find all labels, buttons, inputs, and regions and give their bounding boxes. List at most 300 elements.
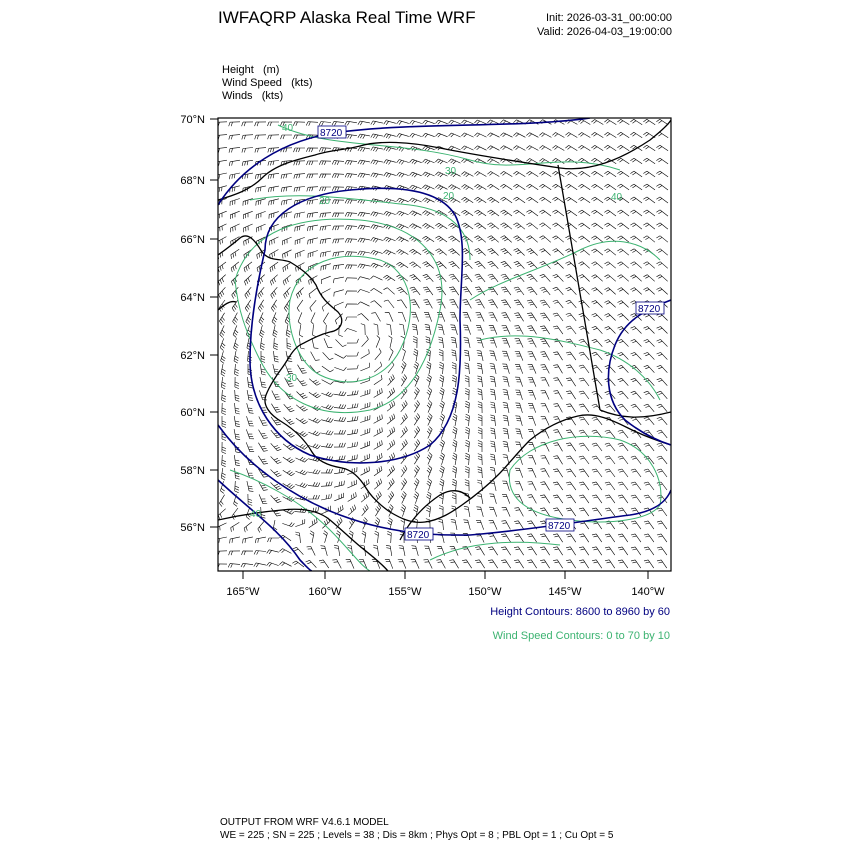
wind-barb — [644, 262, 655, 269]
wind-barb — [411, 559, 419, 568]
wind-barb — [488, 261, 499, 268]
wind-barb — [440, 466, 445, 478]
wind-barb — [630, 197, 642, 203]
wind-barb — [320, 187, 332, 191]
wind-barb — [552, 210, 564, 216]
wind-barb — [345, 265, 357, 269]
wind-barb — [319, 161, 331, 165]
wind-barb — [283, 470, 295, 475]
border-line — [600, 410, 671, 417]
lat-label: 62°N — [180, 350, 205, 362]
wind-barb — [410, 275, 421, 282]
wind-barb — [500, 146, 512, 151]
wind-barb — [475, 236, 486, 243]
wind-barb — [401, 478, 406, 490]
wind-barb — [219, 313, 224, 325]
wind-barb — [279, 549, 291, 554]
wind-barb — [220, 338, 225, 350]
wind-barb — [514, 313, 523, 322]
wind-barb — [552, 158, 564, 163]
wind-barb — [618, 482, 628, 490]
wind-barb — [449, 287, 459, 295]
wind-barb — [372, 559, 380, 568]
wind-barb — [566, 404, 576, 412]
wind-barb — [397, 172, 409, 177]
wind-barb — [234, 455, 240, 466]
wind-barb — [401, 414, 408, 425]
wind-barb — [323, 352, 334, 359]
wind-barb — [345, 304, 357, 308]
wind-barb — [374, 440, 383, 449]
wind-barb — [410, 159, 422, 164]
wind-barb — [436, 249, 447, 256]
wind-barb — [540, 495, 550, 503]
wind-barb — [281, 186, 292, 192]
wind-barb — [268, 173, 279, 179]
wind-barb — [308, 251, 318, 258]
wind-barb — [540, 274, 551, 281]
wind-barb — [296, 405, 307, 411]
wind-barb — [383, 275, 395, 281]
wind-barb — [503, 441, 509, 452]
variable-name: Wind Speed — [222, 77, 282, 89]
wind-barb — [527, 274, 538, 282]
lon-labels — [226, 586, 665, 598]
wind-barb — [383, 250, 395, 255]
wind-barb — [295, 250, 304, 258]
wind-barb — [427, 413, 432, 425]
wind-barb — [501, 534, 511, 542]
wind-barb — [451, 337, 457, 348]
wind-barb — [410, 172, 422, 177]
wind-barb — [631, 495, 641, 503]
wind-barb — [579, 534, 589, 542]
wind-barb — [643, 145, 655, 151]
wind-barb — [268, 538, 280, 542]
wind-barb — [540, 560, 550, 568]
wind-barb — [539, 197, 551, 203]
wind-label: 40 — [611, 192, 623, 203]
wind-barb — [295, 225, 305, 232]
wind-barb — [631, 417, 641, 425]
wind-barb — [384, 288, 395, 295]
wind-barb — [566, 469, 576, 477]
wind-barb — [261, 351, 265, 363]
wind-barb — [617, 184, 629, 190]
lat-labels — [180, 114, 205, 534]
wind-barb — [374, 466, 382, 476]
wind-barb — [414, 478, 419, 490]
wind-barb — [644, 404, 655, 412]
wind-barb — [631, 534, 641, 542]
wind-barb — [422, 223, 434, 228]
wind-barb — [487, 172, 499, 177]
wind-barb — [488, 534, 497, 543]
wind-barb — [643, 197, 655, 203]
wind-barb — [360, 389, 370, 396]
wind-barb — [268, 135, 279, 139]
wind-barb — [463, 520, 470, 530]
wind-barb — [644, 352, 655, 359]
wind-barb — [591, 236, 603, 242]
wind-barb — [631, 262, 642, 269]
wind-barb — [526, 146, 538, 151]
wind-barb — [528, 390, 536, 399]
wind-barb — [489, 325, 497, 334]
wind-barb — [440, 414, 445, 426]
wind-barb — [297, 300, 303, 312]
wind-barb — [461, 172, 473, 177]
wind-barb — [222, 455, 226, 467]
wind-contour-legend: Wind Speed Contours: 0 to 70 by 10 — [492, 630, 670, 642]
wind-barb — [541, 378, 550, 387]
wind-barb — [553, 391, 562, 400]
wind-barb — [423, 287, 433, 295]
lat-label: 60°N — [180, 407, 205, 419]
height-label: 8720 — [548, 521, 571, 532]
wind-barb — [270, 250, 279, 259]
wind-barb — [386, 545, 392, 556]
wind-barb — [631, 456, 641, 464]
wind-barb — [411, 312, 419, 322]
wind-barb — [644, 339, 655, 346]
wind-barb — [487, 159, 499, 164]
wind-barbs — [215, 119, 668, 568]
wind-barb — [321, 494, 332, 500]
wind-barb — [553, 262, 564, 269]
wind-barb — [283, 275, 291, 285]
wind-barb — [631, 339, 642, 346]
wind-barb — [527, 339, 536, 348]
wind-barb — [553, 547, 563, 555]
wind-barb — [371, 225, 383, 230]
wind-barb — [309, 379, 320, 386]
wind-barb — [478, 428, 482, 440]
wind-barb — [427, 479, 432, 491]
wind-barb — [230, 199, 240, 206]
wind-barb — [656, 223, 668, 229]
wind-barb — [657, 339, 668, 346]
wind-barb — [371, 147, 383, 152]
wind-barb — [423, 120, 435, 124]
wind-barb — [385, 312, 393, 321]
wind-barb — [293, 122, 305, 126]
wind-barb — [384, 160, 396, 165]
wind-barb — [605, 365, 616, 372]
wind-barb — [592, 262, 603, 269]
wind-barb — [334, 468, 345, 474]
lat-label: 70°N — [180, 114, 205, 126]
wind-barb — [282, 237, 291, 245]
wind-barb — [321, 482, 332, 487]
wind-barb — [553, 469, 563, 477]
wind-barb — [515, 429, 522, 439]
wind-barb — [449, 261, 460, 268]
wind-barb — [657, 469, 667, 477]
wind-barb — [579, 300, 590, 307]
variable-name: Winds — [222, 90, 253, 102]
wind-barb — [528, 377, 536, 386]
wind-barb — [566, 287, 577, 294]
wind-barb — [578, 184, 590, 190]
wind-barb — [371, 238, 383, 243]
wind-barb — [242, 122, 253, 126]
wind-barb — [630, 171, 642, 177]
wind-barb — [332, 560, 341, 569]
wind-barb — [371, 121, 383, 125]
page-title: IWFAQRP Alaska Real Time WRF — [218, 8, 476, 27]
wind-barb — [283, 262, 291, 272]
wind-barb — [334, 493, 343, 501]
wind-barb — [478, 402, 482, 413]
wind-barb — [644, 521, 654, 529]
wind-barb — [578, 197, 590, 203]
wind-barb — [247, 390, 253, 401]
wind-barb — [362, 336, 369, 347]
wind-barb — [566, 352, 576, 360]
wind-barb — [334, 545, 340, 556]
wind-barb — [618, 456, 628, 464]
wind-barb — [322, 380, 334, 385]
wind-barb — [347, 480, 356, 488]
wind-barb — [515, 364, 523, 373]
wind-barb — [656, 197, 668, 203]
wind-barb — [657, 508, 667, 516]
wind-barb — [414, 387, 419, 399]
wind-barb — [334, 290, 344, 297]
wind-barb — [462, 287, 472, 295]
wind-barb — [591, 171, 603, 177]
wind-barb — [566, 495, 576, 503]
wind-barb — [617, 171, 629, 177]
wind-barb — [247, 416, 254, 426]
wind-barb — [268, 186, 279, 192]
wind-barb — [294, 148, 306, 152]
wind-barb — [260, 325, 265, 337]
wind-barb — [371, 173, 383, 178]
wind-barb — [541, 365, 550, 374]
wind-barb — [618, 560, 628, 568]
wind-barb — [515, 390, 522, 400]
wind-barb — [592, 378, 602, 386]
wind-barb — [322, 301, 330, 312]
wind-barb — [514, 534, 524, 542]
wind-barb — [274, 338, 278, 350]
wind-barb — [487, 146, 499, 151]
wind-barb — [501, 313, 510, 322]
wind-barb — [229, 135, 240, 140]
wind-barb — [514, 560, 524, 568]
wind-barb — [513, 210, 525, 216]
wind-barb — [565, 158, 577, 163]
wind-barb — [604, 119, 616, 124]
wind-barb — [389, 336, 393, 348]
wind-barb — [631, 352, 642, 359]
wind-barb — [630, 132, 642, 137]
wind-label: 20 — [443, 191, 455, 202]
wind-barb — [281, 199, 292, 205]
wind-barb — [500, 184, 512, 189]
wind-barb — [387, 466, 394, 477]
wind-barb — [218, 237, 227, 246]
wind-barb — [283, 250, 292, 259]
wind-barb — [373, 545, 379, 556]
wind-barb — [644, 495, 654, 503]
wind-barb — [308, 482, 320, 486]
wind-barb — [294, 161, 305, 166]
wind-barb — [424, 560, 433, 569]
wind-barb — [552, 133, 564, 138]
wind-barb — [396, 262, 408, 268]
wind-barb — [436, 287, 446, 295]
wind-barb — [246, 313, 251, 325]
wind-barb — [541, 417, 549, 426]
wind-barb — [566, 365, 576, 373]
wind-barb — [308, 431, 320, 436]
wind-barb — [370, 276, 382, 280]
wind-barb — [514, 300, 524, 308]
wind-barb — [375, 531, 379, 543]
wind-barb — [345, 173, 357, 177]
wind-barb — [488, 547, 498, 555]
wind-barb — [618, 262, 629, 268]
wind-barb — [347, 352, 358, 356]
wind-barb — [461, 210, 473, 216]
wind-barb — [310, 300, 316, 311]
wind-barb — [440, 440, 445, 452]
wind-barb — [309, 288, 317, 298]
wind-barb — [374, 375, 382, 385]
wind-barb — [540, 547, 550, 555]
wind-barb — [321, 405, 333, 410]
wind-barb — [401, 361, 406, 373]
wind-barb — [254, 563, 266, 567]
wind-barb — [345, 213, 357, 217]
height-contour — [218, 425, 671, 535]
wind-barb — [259, 494, 267, 503]
wind-barb — [539, 133, 551, 138]
wind-barb — [348, 492, 357, 501]
wind-barb — [323, 531, 327, 543]
wind-barb — [244, 522, 252, 532]
wind-barb — [362, 531, 366, 543]
wind-barb — [527, 495, 536, 504]
wind-barb — [333, 277, 344, 283]
wind-barb — [295, 483, 307, 488]
wind-barb — [438, 519, 443, 530]
wind-barb — [360, 363, 369, 371]
wind-barb — [294, 174, 305, 179]
wind-barb — [617, 145, 629, 150]
wind-barb — [552, 146, 564, 151]
wind-barb — [528, 482, 537, 491]
wind-contour — [230, 470, 370, 571]
wind-barb — [500, 210, 512, 216]
wind-barb — [657, 430, 667, 438]
wind-barb — [540, 300, 550, 308]
lon-label: 155°W — [388, 586, 422, 598]
wind-barb — [387, 453, 395, 464]
wind-barb — [630, 236, 642, 242]
wind-barb — [618, 534, 628, 542]
wind-barb — [281, 174, 292, 179]
wind-barb — [242, 551, 254, 555]
wind-barb — [478, 389, 483, 400]
wind-barb — [435, 185, 447, 190]
wind-barb — [656, 171, 668, 177]
wind-barb — [513, 184, 525, 189]
wind-barb — [296, 457, 308, 462]
wind-barb — [514, 274, 524, 282]
wind-barb — [630, 223, 642, 229]
wind-barb — [256, 186, 266, 192]
wind-barb — [553, 560, 563, 568]
wind-barb — [501, 249, 512, 256]
wind-barb — [452, 375, 456, 387]
wind-barb — [631, 482, 641, 490]
wind-barb — [271, 443, 282, 450]
wind-barb — [412, 546, 419, 556]
wind-barb — [312, 338, 319, 348]
wind-barb — [657, 249, 668, 255]
wind-barb — [553, 352, 562, 360]
wind-barb — [361, 492, 369, 502]
wind-barb — [553, 313, 563, 321]
wind-barb — [258, 287, 264, 298]
lat-label: 68°N — [180, 175, 205, 187]
wind-barb — [389, 348, 393, 360]
wind-barb — [439, 375, 444, 387]
wind-barb — [258, 443, 267, 452]
wind-barb — [320, 238, 331, 244]
wind-barb — [604, 249, 616, 255]
wind-barb — [388, 375, 395, 386]
wind-barb — [566, 326, 576, 334]
wind-barb — [345, 134, 357, 138]
wind-barb — [334, 430, 346, 434]
wind-barb — [295, 532, 300, 543]
wind-barb — [618, 430, 628, 438]
wind-barb — [335, 354, 347, 359]
wind-barb — [413, 349, 418, 361]
wind-barb — [243, 211, 252, 219]
wind-barb — [566, 508, 576, 516]
wind-barb — [579, 560, 589, 568]
wind-barb — [409, 211, 421, 216]
wind-barb — [422, 185, 434, 190]
wind-barb — [307, 161, 319, 165]
wind-barb — [643, 171, 655, 177]
wind-barb — [283, 431, 294, 438]
wind-barb — [514, 249, 525, 256]
wind-barb — [618, 391, 629, 399]
wind-barb — [358, 160, 370, 165]
wind-barb — [579, 365, 589, 373]
wind-barb — [326, 325, 330, 337]
wind-barb — [435, 236, 447, 242]
wind-barb — [358, 212, 370, 217]
wind-barb — [358, 264, 370, 269]
wind-barb — [657, 352, 668, 359]
wind-barb — [490, 364, 496, 374]
wind-barb — [605, 560, 615, 568]
wind-barb — [515, 403, 522, 413]
wind-barb — [272, 391, 281, 400]
wind-barb — [528, 364, 536, 373]
wind-barb — [259, 482, 268, 491]
wind-barb — [384, 173, 396, 178]
wind-label: 40 — [282, 123, 294, 134]
